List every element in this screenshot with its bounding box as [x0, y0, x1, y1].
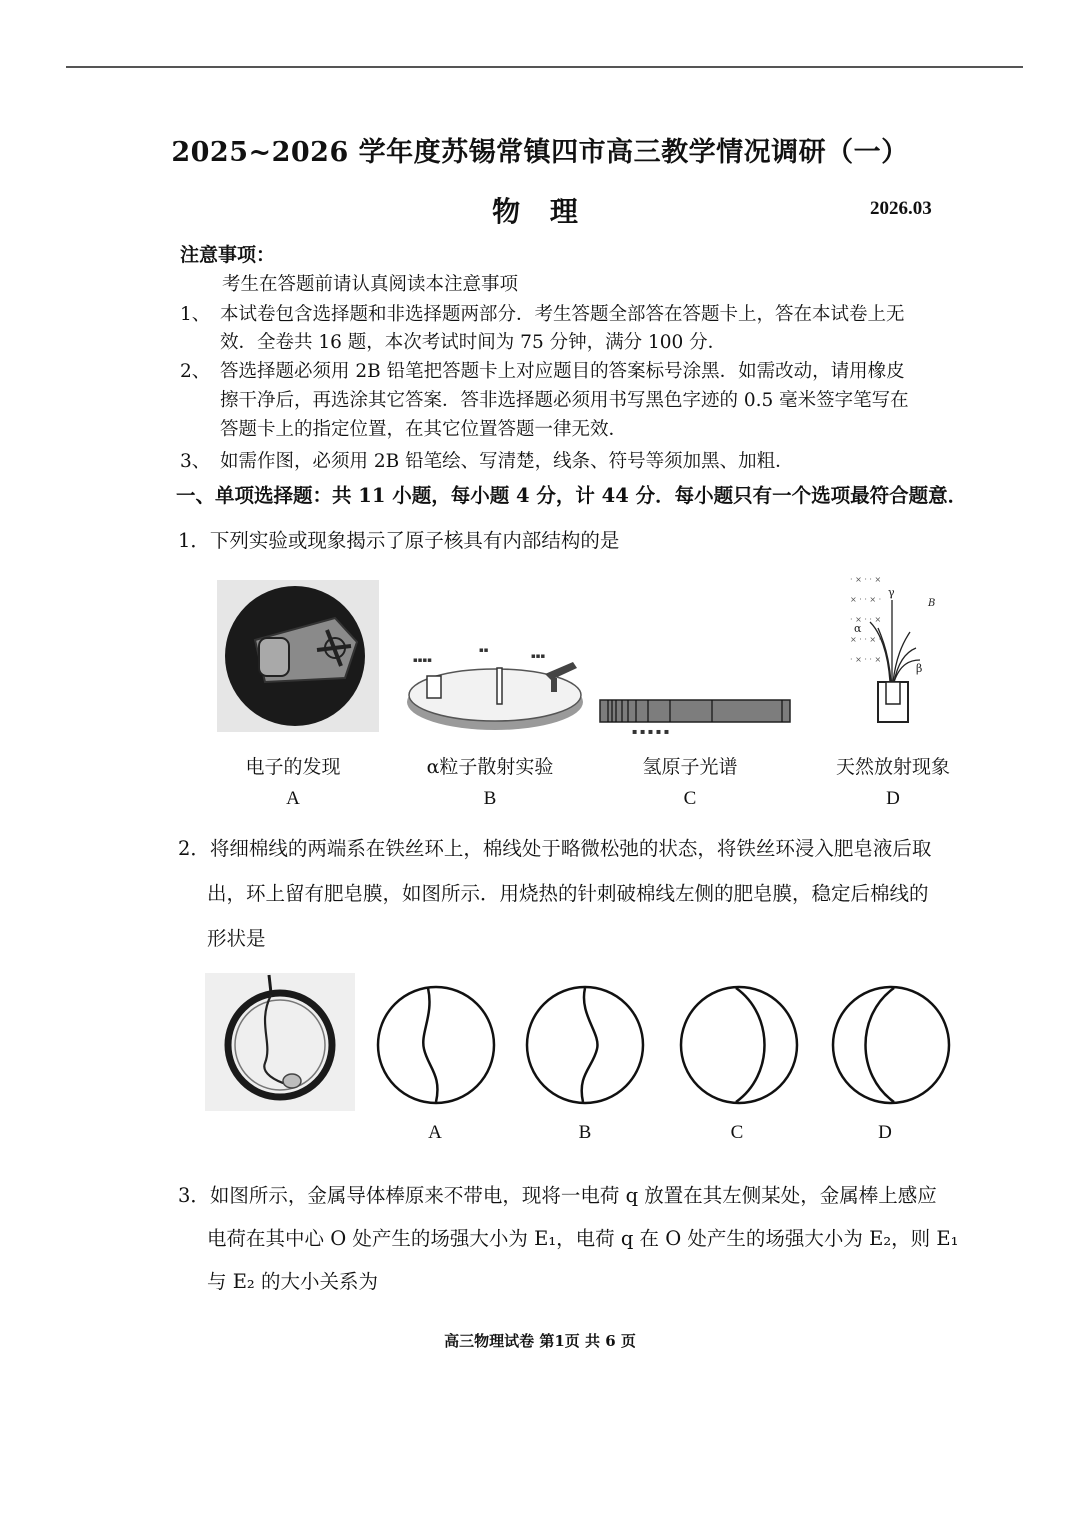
question-3-line-2: 电荷在其中心 O 处产生的场强大小为 E₁，电荷 q 在 O 处产生的场强大小为 E₂，则 E₁	[207, 1227, 959, 1250]
top-rule	[66, 66, 1023, 68]
svg-text:× · · × ·: × · · × ·	[850, 635, 882, 644]
q2-option-a: A	[428, 1122, 442, 1143]
question-3-line-3: 与 E₂ 的大小关系为	[207, 1270, 378, 1293]
notice-item-3-num: 3、	[180, 451, 211, 472]
field-label: B	[928, 598, 936, 609]
q2-option-a-figure	[376, 985, 496, 1105]
alpha-label: α	[854, 622, 862, 635]
q1-figure-a-electron-tube	[217, 580, 379, 732]
question-2-line-3: 形状是	[207, 927, 266, 950]
q2-option-c-figure	[678, 985, 800, 1105]
q1-figure-d-radioactivity	[840, 572, 950, 730]
exam-title: 2025~2026 学年度苏锡常镇四市高三教学情况调研（一）	[171, 137, 909, 168]
notice-item-2-line-2: 擦干净后，再选涂其它答案．答非选择题必须用书写黑色字迹的 0.5 毫米签字笔写在	[220, 390, 909, 411]
q1-caption-b: α粒子散射实验	[426, 756, 554, 778]
q1-figure-b-alpha-scattering	[405, 640, 585, 735]
q1-caption-c: 氢原子光谱	[642, 756, 738, 778]
notice-item-1-num: 1、	[180, 304, 211, 325]
notice-item-1-line-2: 效．全卷共 16 题，本次考试时间为 75 分钟，满分 100 分．	[220, 332, 727, 353]
exam-date: 2026.03	[870, 198, 932, 219]
notice-item-2-line-3: 答题卡上的指定位置，在其它位置答题一律无效．	[220, 419, 628, 440]
svg-text:· × · · ×: · × · · ×	[850, 615, 882, 624]
notice-item-3-line-1: 如需作图，必须用 2B 铅笔绘、写清楚，线条、符号等须加黑、加粗．	[220, 451, 794, 472]
q1-figure-c-hydrogen-spectrum	[600, 694, 790, 739]
q1-caption-a: 电子的发现	[245, 756, 341, 778]
svg-text:· × · · ×: · × · · ×	[850, 655, 882, 664]
q2-option-d: D	[878, 1122, 892, 1143]
q1-caption-d: 天然放射现象	[835, 756, 950, 778]
svg-text:▪▪: ▪▪	[479, 646, 489, 654]
q1-option-a: A	[286, 788, 300, 809]
q2-option-c: C	[730, 1122, 744, 1143]
q2-option-b-figure	[525, 985, 645, 1105]
gamma-label: γ	[888, 586, 895, 599]
question-1-stem: 1．下列实验或现象揭示了原子核具有内部结构的是	[178, 529, 620, 552]
notice-item-1-line-1: 本试卷包含选择题和非选择题两部分．考生答题全部答在答题卡上，答在本试卷上无	[220, 304, 905, 325]
q1-option-b: B	[483, 788, 497, 809]
question-3-line-1: 3．如图所示，金属导体棒原来不带电，现将一电荷 q 放置在其左侧某处，金属棒上感应	[178, 1184, 937, 1207]
svg-text:× · · × ·: × · · × ·	[850, 595, 882, 604]
svg-text:▪▪▪: ▪▪▪	[531, 652, 546, 660]
q1-option-c: C	[683, 788, 697, 809]
svg-text:▪ ▪ ▪ ▪: ▪ ▪ ▪ ▪ ▪	[632, 727, 670, 736]
svg-text:· × · · ×: · × · · ×	[850, 575, 882, 584]
notice-intro: 考生在答题前请认真阅读本注意事项	[222, 274, 519, 295]
subject-title: 物 理	[492, 195, 588, 228]
question-2-line-1: 2．将细棉线的两端系在铁丝环上，棉线处于略微松弛的状态，将铁丝环浸入肥皂液后取	[178, 837, 932, 860]
beta-label: β	[916, 662, 923, 675]
section-1-heading: 一、单项选择题：共 11 小题，每小题 4 分，计 44 分．每小题只有一个选项最符合题意．	[176, 484, 968, 507]
notice-heading: 注意事项：	[180, 244, 276, 266]
notice-item-2-line-1: 答选择题必须用 2B 铅笔把答题卡上对应题目的答案标号涂黑．如需改动，请用橡皮	[220, 361, 905, 382]
q2-option-b: B	[578, 1122, 592, 1143]
q2-figure-wire-ring	[205, 973, 355, 1111]
q1-option-d: D	[886, 788, 900, 809]
svg-text:▪▪▪▪: ▪▪▪▪	[413, 656, 432, 664]
page-footer: 高三物理试卷 第1页 共 6 页	[444, 1332, 636, 1350]
question-2-line-2: 出，环上留有肥皂膜，如图所示．用烧热的针刺破棉线左侧的肥皂膜，稳定后棉线的	[207, 882, 929, 905]
notice-item-2-num: 2、	[180, 361, 211, 382]
q2-option-d-figure	[830, 985, 952, 1105]
